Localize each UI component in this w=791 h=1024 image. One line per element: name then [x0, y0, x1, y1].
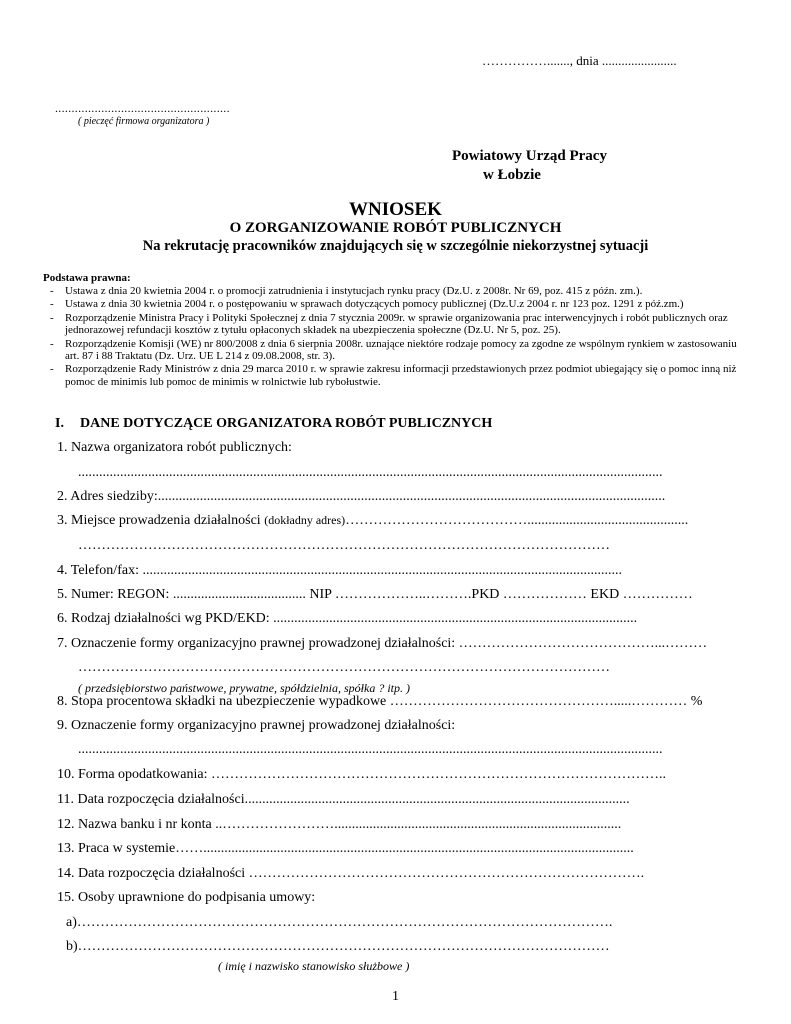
legal-basis-item: - Ustawa z dnia 20 kwietnia 2004 r. o promocji zatrudnienia i instytucjach rynku pracy (Dz.U. z 2008r. Nr 69, poz. 415 z późn. zm.).: [48, 285, 738, 297]
field-legal-form-2-line[interactable]: .......................................................................................................................................................................: [78, 742, 663, 757]
document-subtitle: O ZORGANIZOWANIE ROBÓT PUBLICZNYCH: [229, 220, 562, 236]
legal-basis-item: - Rozporządzenie Ministra Pracy i Polityki Społecznej z dnia 7 stycznia 2009r. w sprawie organizowania prac interwencyjnych i robót publicznych oraz jednorazowej refundacji kosztów z tytułu opłaconych składek na ubezpieczenia społeczne (Dz.U. Nr 5, poz. 25).: [48, 312, 738, 337]
legal-basis-item: - Rozporządzenie Komisji (WE) nr 800/2008 z dnia 6 sierpnia 2008r. uznające niektóre rodzaje pomocy za zgodne ze wspólnym rynkiem w zastosowaniu art. 87 i 88 Traktatu (Dz. Urz. UE L 214 z 09.08.2008, str. 3).: [48, 338, 738, 363]
field-signatories-caption: ( imię i nazwisko stanowisko służbowe ): [218, 959, 410, 973]
field-signatories-label: 15. Osoby uprawnione do podpisania umowy:: [57, 890, 316, 905]
office-city: w Łobzie: [483, 167, 541, 183]
field-business-location-label: 3. Miejsce prowadzenia działalności: [57, 513, 265, 528]
page-number: 1: [392, 989, 399, 1004]
office-name: Powiatowy Urząd Pracy: [452, 148, 607, 164]
field-taxation-form[interactable]: 10. Forma opodatkowania: ……………………………………………………………………………………..: [57, 767, 666, 782]
field-legal-form[interactable]: 7. Oznaczenie formy organizacyjno prawnej prowadzonej działalności: ……………………………………...………: [57, 636, 708, 651]
field-work-system[interactable]: 13. Praca w systemie……...........................................................................................................................: [57, 841, 634, 856]
field-accident-insurance-rate[interactable]: 8. Stopa procentowa składki na ubezpieczenie wypadkowe ………………………………………….....………… %: [57, 694, 703, 709]
field-organizer-name-label: 1. Nazwa organizatora robót publicznych:: [57, 440, 292, 455]
stamp-caption: ( pieczęć firmowa organizatora ): [78, 116, 210, 127]
field-legal-form-caption: ( przedsiębiorstwo państwowe, prywatne, spółdzielnia, spółka ? itp. ): [78, 681, 410, 695]
field-bank-account[interactable]: 12. Nazwa banku i nr konta ..……………………..................................................................................: [57, 817, 622, 832]
section-heading: [55, 416, 492, 432]
field-business-location-note: (dokładny adres): [264, 513, 346, 527]
field-signatory-a[interactable]: a)…………………………………………………………………………………………………….: [66, 915, 613, 930]
field-business-location-fill: …………………………………..............................................: [345, 513, 689, 528]
field-business-location[interactable]: [57, 513, 688, 529]
field-business-location-line[interactable]: ……………………………………………………………………………………………………: [78, 538, 610, 553]
legal-basis-heading: Podstawa prawna:: [43, 272, 131, 284]
field-organizer-name-input[interactable]: .......................................................................................................................................................................: [78, 465, 663, 480]
field-identifiers[interactable]: 5. Numer: REGON: ...................................... NIP ………………..……….PKD ……………… EKD ……………: [57, 587, 693, 602]
document-title: WNIOSEK: [349, 199, 442, 220]
legal-basis-item: - Ustawa z dnia 30 kwietnia 2004 r. o postępowaniu w sprawach dotyczących pomocy publicznej (Dz.U.z 2004 r. nr 123 poz. 1291 z póź.zm.): [48, 298, 738, 310]
field-legal-form-line[interactable]: ……………………………………………………………………………………………………: [78, 660, 610, 675]
document-subtitle-2: Na rekrutację pracowników znajdujących się w szczególnie niekorzystnej sytuacji: [142, 238, 649, 254]
field-legal-form-2-label: 9. Oznaczenie formy organizacyjno prawnej prowadzonej działalności:: [57, 718, 456, 733]
field-business-start-date[interactable]: 11. Data rozpoczęcia działalności..............................................................................................................: [57, 792, 630, 807]
field-address[interactable]: 2. Adres siedziby:.................................................................................................................................................: [57, 489, 666, 504]
field-business-start-date-2[interactable]: 14. Data rozpoczęcia działalności ………………………………………………………………………….: [57, 866, 645, 881]
office-address: [452, 147, 607, 185]
date-line: ……………......., dnia .......................: [482, 53, 677, 68]
field-signatory-b[interactable]: b)……………………………………………………………………………………………………: [66, 939, 610, 954]
section-number: I.: [55, 416, 64, 431]
legal-basis-list: [48, 285, 738, 389]
legal-basis-item: - Rozporządzenie Rady Ministrów z dnia 29 marca 2010 r. w sprawie zakresu informacji przedstawionych przez podmiot ubiegający się o pomoc inną niż pomoc de minimis lub pomoc de minimis w rolnictwie lub rybołustwie.: [48, 363, 738, 388]
field-phone-fax[interactable]: 4. Telefon/fax: .........................................................................................................................................: [57, 563, 622, 578]
field-activity-type[interactable]: 6. Rodzaj działalności wg PKD/EKD: ........................................................................................................: [57, 611, 638, 626]
section-title: DANE DOTYCZĄCE ORGANIZATORA ROBÓT PUBLICZNYCH: [80, 416, 493, 431]
stamp-placeholder: .....................................................: [55, 101, 230, 115]
